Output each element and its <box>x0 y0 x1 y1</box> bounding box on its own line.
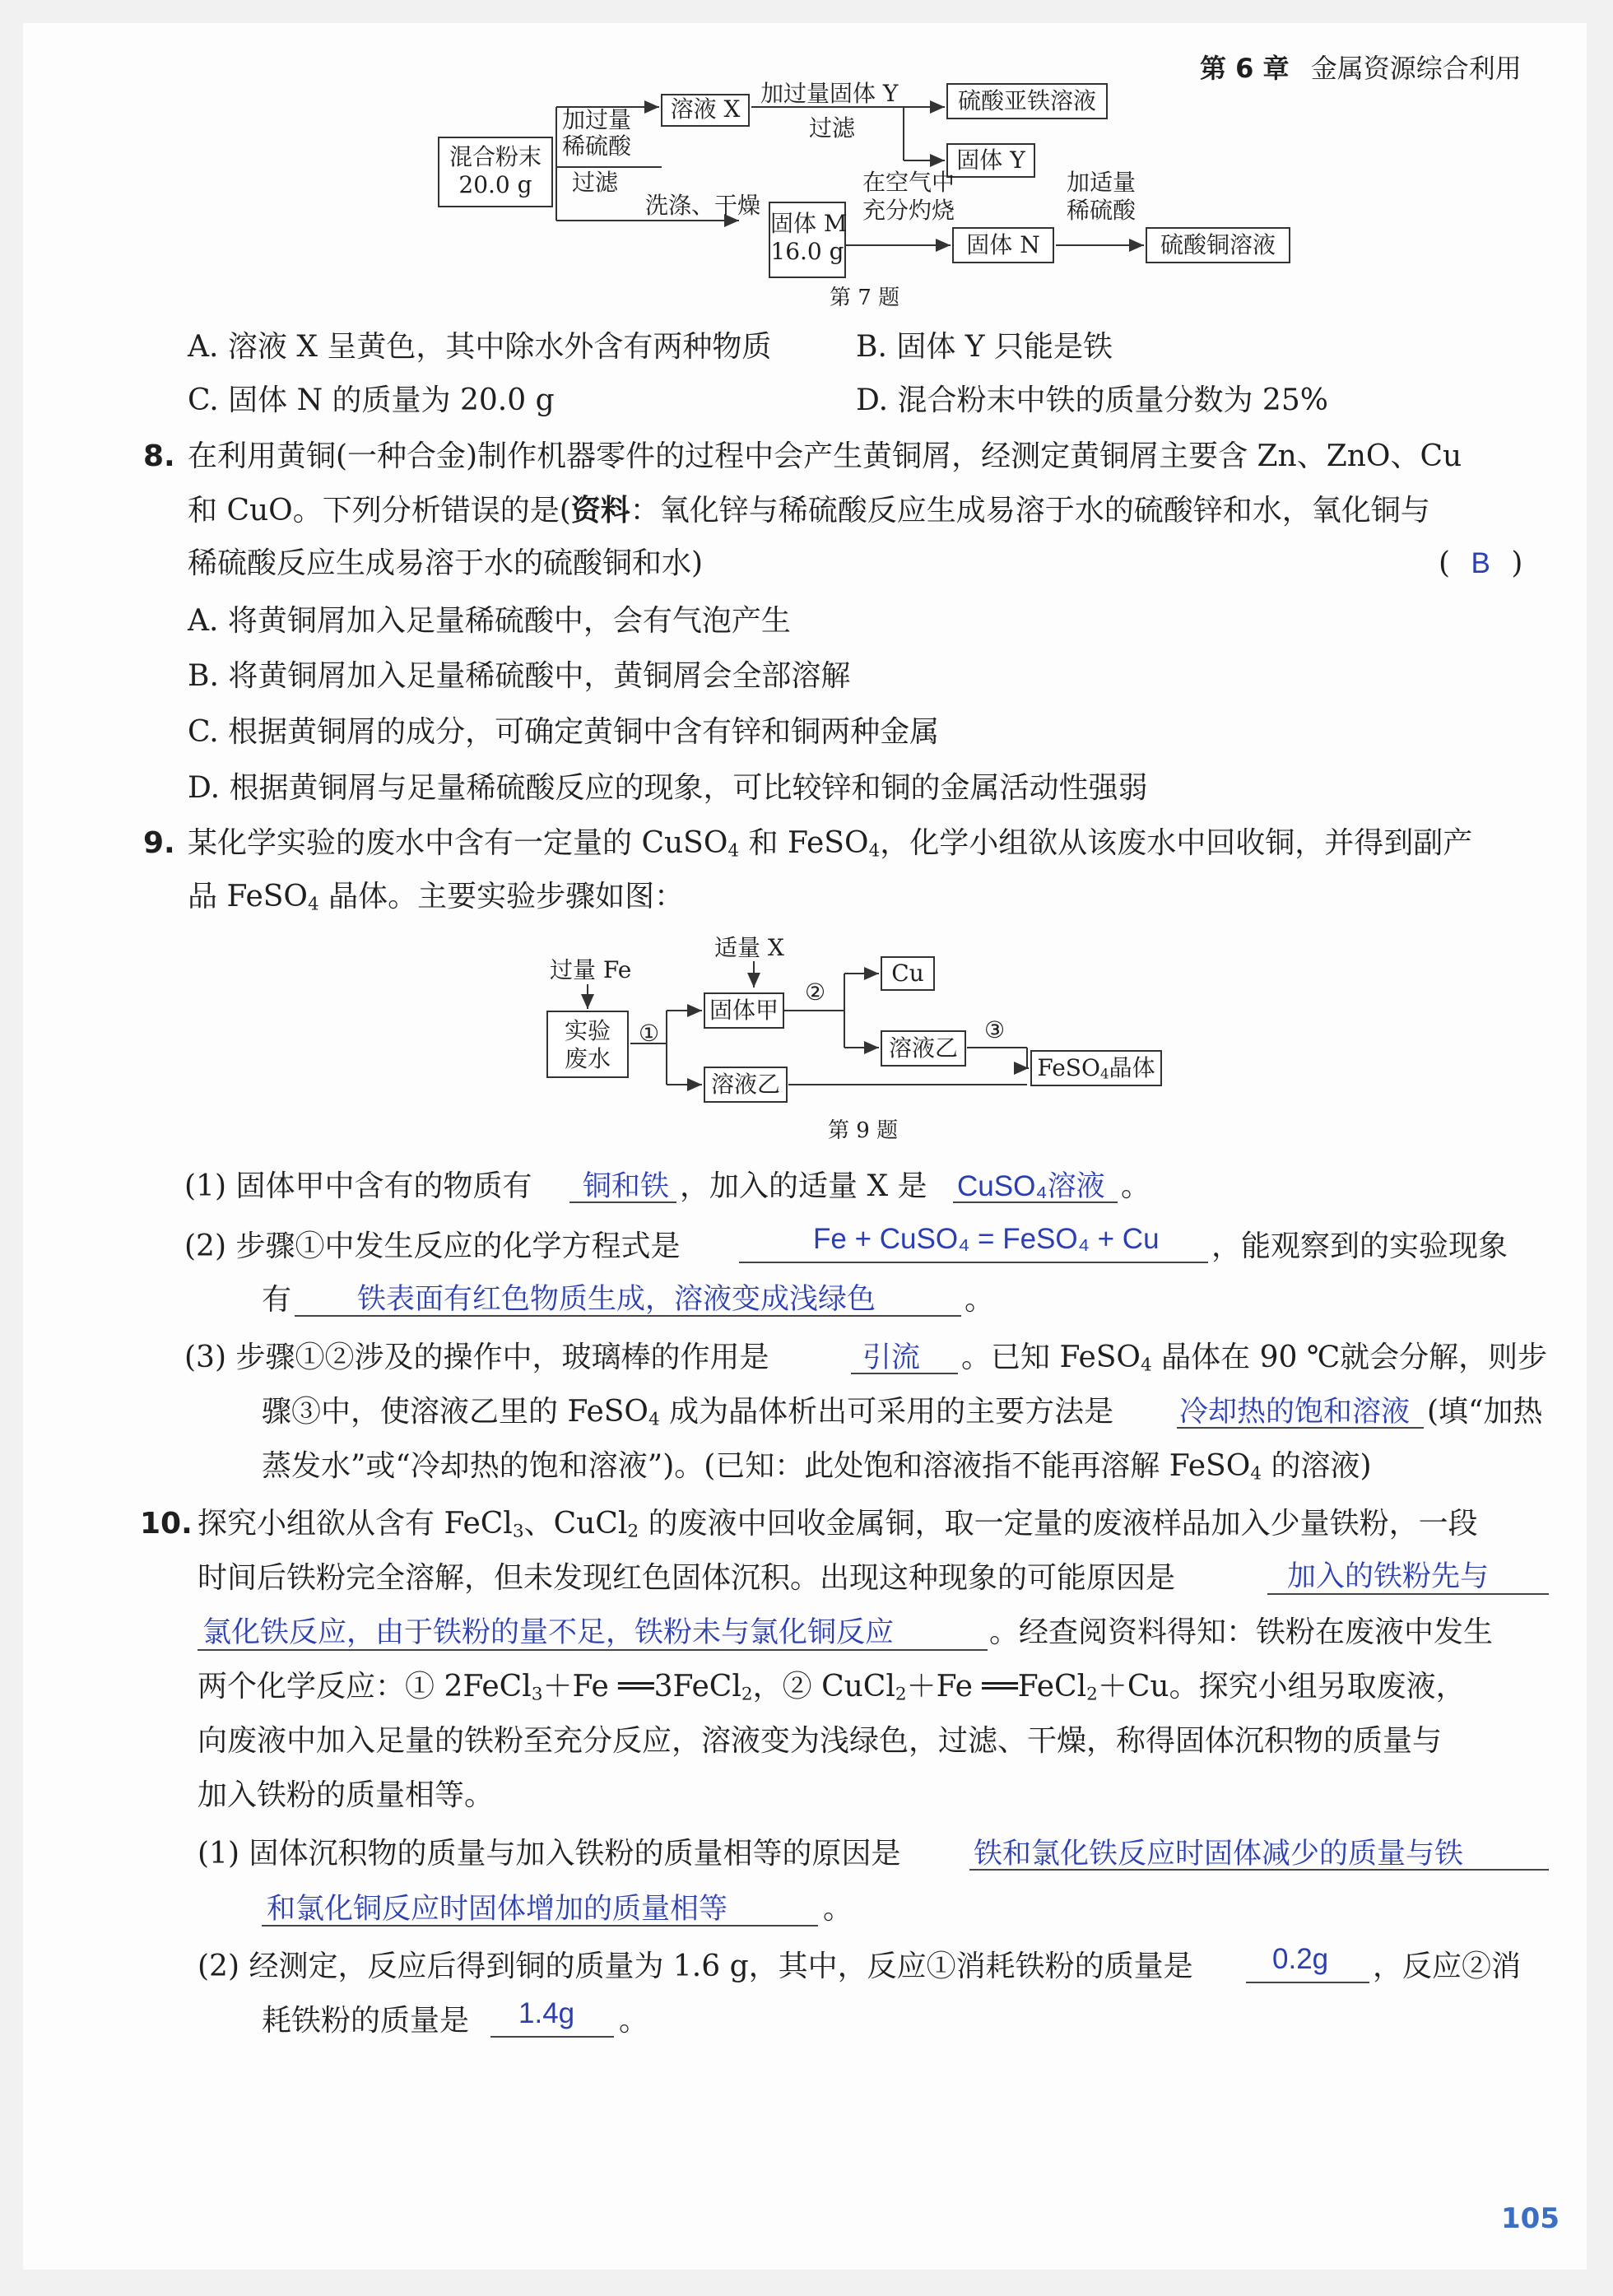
box-label: 废水 <box>564 1045 611 1072</box>
q9-part2-text-a: (2) 步骤①中发生反应的化学方程式是 <box>184 1229 681 1263</box>
q10-part2-text-d: 。 <box>619 2004 649 2038</box>
label-add-excess: 加过量 <box>562 106 632 133</box>
q9-part3-text-a: (3) 步骤①②涉及的操作中，玻璃棒的作用是 <box>184 1341 769 1374</box>
label-burn: 充分灼烧 <box>862 197 955 224</box>
label-wash-dry: 洗涤、干燥 <box>645 192 761 219</box>
q10-stem-line3: 。经查阅资料得知：铁粉在废液中发生 <box>989 1615 1494 1649</box>
subscript: 4 <box>868 840 881 862</box>
label-excess-fe: 过量 Fe <box>550 956 632 983</box>
box-solid-jia: 固体甲 <box>704 992 784 1029</box>
subscript: 3 <box>531 1684 543 1705</box>
subscript: 4 <box>1140 1355 1152 1376</box>
q9-part3-text-c <box>262 1394 1113 1438</box>
text: 品 FeSO <box>188 880 308 913</box>
page-number: 105 <box>1501 2202 1560 2235</box>
q8-stem-line1: 在利用黄铜(一种合金)制作机器零件的过程中会产生黄铜屑，经测定黄铜屑主要含 Zn、ZnO、Cu <box>188 439 1462 473</box>
text: 晶体在 90 ℃就会分解，则步 <box>1151 1341 1548 1374</box>
q10-part2-text-b: ，反应②消 <box>1373 1950 1522 1983</box>
text: 蒸发水”或“冷却热的饱和溶液”)。(已知：此处饱和溶液指不能再溶解 FeSO <box>262 1449 1251 1483</box>
q9-part1-text-b: ，加入的适量 X 是 <box>680 1169 927 1203</box>
q9-part3-text-e <box>262 1448 1372 1492</box>
q9-part2-text-d: 。 <box>965 1283 995 1317</box>
q7-option-c: C. 固体 N 的质量为 20.0 g <box>188 383 555 417</box>
box-label: 实验 <box>564 1017 611 1044</box>
text: 两个化学反应：① 2FeCl <box>198 1670 532 1703</box>
q9-part2-text-c: 有 <box>262 1283 292 1317</box>
box-mass: 16.0 g <box>770 238 844 265</box>
q10-stem-line4 <box>198 1669 1466 1713</box>
label-dilute-acid-2: 稀硫酸 <box>1067 197 1137 224</box>
q9-part1-text-c: 。 <box>1121 1169 1151 1203</box>
q8-option-d: D. 根据黄铜屑与足量稀硫酸反应的现象，可比较锌和铜的金属活动性强弱 <box>188 771 1148 805</box>
q9-part2-answer1: Fe + CuSO₄ = FeSO₄ + Cu <box>813 1223 1160 1255</box>
box-solution-yi-upper: 溶液乙 <box>881 1030 966 1067</box>
q10-stem-line1 <box>198 1506 1478 1550</box>
q10-answer1-part1: 加入的铁粉先与 <box>1287 1560 1490 1592</box>
q10-stem-line5: 向废液中加入足量的铁粉至充分反应，溶液变为浅绿色，过滤、干燥，称得固体沉积物的质量与 <box>198 1724 1443 1758</box>
label-add-appropriate: 加适量 <box>1067 169 1137 196</box>
label-appropriate-x: 适量 X <box>714 934 784 961</box>
label-add-solid-y: 加过量固体 Y <box>760 80 899 107</box>
q10-part2-blank1 <box>1246 1982 1369 1983</box>
subscript: 3 <box>512 1521 524 1542</box>
box-ferrous-sulfate: 硫酸亚铁溶液 <box>946 83 1108 119</box>
box-label: 固体 M <box>770 210 848 237</box>
text: 的废液中回收金属铜，取一定量的废液样品加入少量铁粉，一段 <box>639 1507 1478 1541</box>
label-step-1: ① <box>639 1020 660 1047</box>
q8-option-b: B. 将黄铜屑加入足量稀硫酸中，黄铜屑会全部溶解 <box>188 659 851 693</box>
q7-option-d: D. 混合粉末中铁的质量分数为 25% <box>856 383 1328 417</box>
q10-part2-text-c: 耗铁粉的质量是 <box>262 2004 470 2038</box>
q10-part1-text-a: (1) 固体沉积物的质量与加入铁粉的质量相等的原因是 <box>198 1837 901 1871</box>
q9-part3-answer2: 冷却热的饱和溶液 <box>1179 1396 1411 1428</box>
q10-part2-blank2 <box>490 2036 614 2038</box>
q9-part3-text-d: (填“加热 <box>1427 1395 1543 1429</box>
q9-part1-text-a: (1) 固体甲中含有的物质有 <box>184 1169 532 1203</box>
q10-part2-answer1: 0.2g <box>1272 1943 1329 1975</box>
q7-option-a: A. 溶液 X 呈黄色，其中除水外含有两种物质 <box>188 330 772 364</box>
text: 和 FeSO <box>739 826 869 860</box>
text: 晶体。主要实验步骤如图： <box>318 880 685 913</box>
q10-stem-line2: 时间后铁粉完全溶解，但未发现红色固体沉积。出现这种现象的可能原因是 <box>198 1561 1176 1595</box>
q9-part2-text-b: ，能观察到的实验现象 <box>1211 1229 1508 1263</box>
q8-note-text: ：氧化锌与稀硫酸反应生成易溶于水的硫酸锌和水，氧化铜与 <box>630 494 1430 528</box>
q9-part2-blank1 <box>739 1262 1208 1263</box>
text: 探究小组欲从含有 FeCl <box>198 1507 513 1541</box>
text: 成为晶体析出可采用的主要方法是 <box>659 1395 1114 1429</box>
box-feso4-crystal <box>1030 1050 1162 1086</box>
figure-9-caption: 第 9 题 <box>828 1118 899 1143</box>
box-label: FeSO <box>1037 1054 1100 1081</box>
q10-part1-text-b: 。 <box>823 1892 853 1926</box>
subscript: 4 <box>648 1409 660 1430</box>
text: ，化学小组欲从该废水中回收铜，并得到副产 <box>880 826 1473 860</box>
q8-stem-line3: 稀硫酸反应生成易溶于水的硫酸铜和水) <box>188 546 704 580</box>
subscript: 2 <box>741 1684 753 1705</box>
q8-option-c: C. 根据黄铜屑的成分，可确定黄铜中含有锌和铜两种金属 <box>188 715 940 749</box>
q9-part3-text-b <box>961 1340 1547 1383</box>
q8-note-label: 资料 <box>570 493 630 528</box>
q10-part2-answer2: 1.4g <box>518 1997 575 2029</box>
box-label: 晶体 <box>1109 1054 1155 1081</box>
page <box>23 23 1587 2270</box>
text: ＋Fe ══3FeCl <box>542 1670 741 1703</box>
label-step-3: ③ <box>984 1016 1006 1043</box>
box-solution-x: 溶液 X <box>661 94 750 127</box>
q9-number: 9. <box>143 826 175 860</box>
q10-answer1-part2: 氯化铁反应，由于铁粉的量不足，铁粉未与氯化铜反应 <box>202 1616 895 1648</box>
subscript: 2 <box>895 1684 907 1705</box>
text: 。已知 FeSO <box>961 1341 1141 1374</box>
text: ＋Fe ══FeCl <box>906 1670 1087 1703</box>
subscript: 4 <box>1250 1463 1262 1485</box>
box-cu: Cu <box>881 956 935 991</box>
q9-part3-answer1: 引流 <box>862 1341 921 1373</box>
text: 某化学实验的废水中含有一定量的 CuSO <box>188 826 728 860</box>
label-step-2: ② <box>805 978 826 1006</box>
q7-option-b: B. 固体 Y 只能是铁 <box>856 330 1113 364</box>
subscript: 2 <box>1086 1684 1098 1705</box>
box-solid-y: 固体 Y <box>946 143 1035 178</box>
box-solution-yi-lower: 溶液乙 <box>704 1067 788 1103</box>
figure-9-arrows <box>23 23 1587 1257</box>
q8-number: 8. <box>143 439 175 473</box>
chapter-title: 金属资源综合利用 <box>1310 53 1522 84</box>
paren: ) <box>1511 546 1523 580</box>
q8-answer: B <box>1471 547 1490 579</box>
text: 的溶液) <box>1262 1449 1372 1483</box>
paren: ( <box>1439 546 1451 580</box>
text: 、CuCl <box>523 1507 628 1541</box>
figure-7-caption: 第 7 题 <box>830 286 900 310</box>
q10-stem-line6: 加入铁粉的质量相等。 <box>198 1778 495 1812</box>
q10-number: 10. <box>140 1507 193 1541</box>
text: ＋Cu。探究小组另取废液， <box>1097 1670 1466 1703</box>
q8-option-a: A. 将黄铜屑加入足量稀硫酸中，会有气泡产生 <box>188 604 791 638</box>
subscript: 4 <box>1099 1065 1109 1082</box>
q10-part1-answer-a: 铁和氯化铁反应时固体减少的质量与铁 <box>974 1838 1464 1870</box>
text: 骤③中，使溶液乙里的 FeSO <box>262 1395 648 1429</box>
box-waste-water <box>546 1011 629 1078</box>
q8-stem-text: 和 CuO。下列分析错误的是( <box>188 494 571 528</box>
box-copper-sulfate: 硫酸铜溶液 <box>1146 227 1290 263</box>
label-filter: 过滤 <box>572 169 619 196</box>
label-filter-2: 过滤 <box>809 114 856 142</box>
q10-part1-answer-b: 和氯化铜反应时固体增加的质量相等 <box>267 1893 728 1925</box>
label-in-air: 在空气中 <box>862 169 955 196</box>
box-solid-n: 固体 N <box>952 227 1054 263</box>
subscript: 4 <box>727 840 740 862</box>
q9-part1-answer1: 铜和铁 <box>583 1170 670 1202</box>
q9-part2-answer2: 铁表面有红色物质生成，溶液变成浅绿色 <box>357 1283 876 1315</box>
chapter-number: 第 6 章 <box>1200 53 1290 84</box>
subscript: 4 <box>307 894 319 915</box>
text: ，② CuCl <box>752 1670 895 1703</box>
label-dilute-acid: 稀硫酸 <box>562 132 632 160</box>
box-mass: 20.0 g <box>458 171 532 198</box>
subscript: 2 <box>627 1521 639 1542</box>
box-label: 混合粉末 <box>449 143 542 170</box>
q10-part2-text-a: (2) 经测定，反应后得到铜的质量为 1.6 g，其中，反应①消耗铁粉的质量是 <box>198 1950 1193 1983</box>
q9-part1-answer2: CuSO₄溶液 <box>957 1170 1105 1202</box>
